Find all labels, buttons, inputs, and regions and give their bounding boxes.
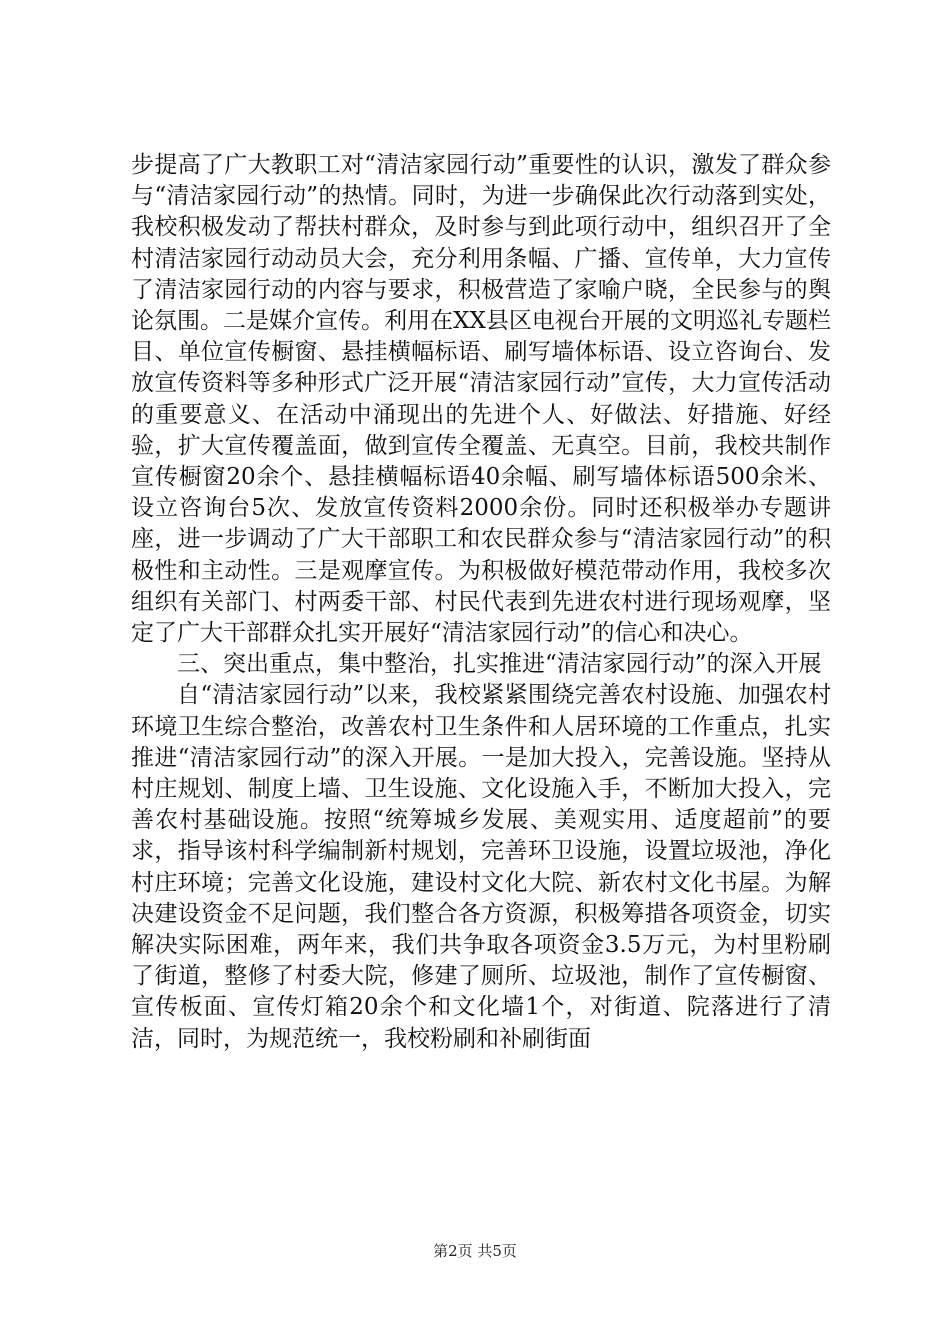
paragraph-publicity-continued: 步提高了广大教职工对“清洁家园行动”重要性的认识，激发了群众参与“清洁家园行动”的热情。同时，为进一步确保此次行动落到实处，我校积极发动了帮扶村群众，及时参与到此项行动中，组织召开了全村清洁家园行动动员大会，充分利用条幅、广播、宣传单，大力宣传了清洁家园行动的内容与要求，积极营造了家喻户晓，全民参与的舆论氛围。二是媒介宣传。利用在XX县区电视台开展的文明巡礼专题栏目、单位宣传橱窗、悬挂横幅标语、刷写墙体标语、设立咨询台、发放宣传资料等多种形式广泛开展“清洁家园行动”宣传，大力宣传活动的重要意义、在活动中涌现出的先进个人、好做法、好措施、好经验，扩大宣传覆盖面，做到宣传全覆盖、无真空。目前，我校共制作宣传橱窗20余个、悬挂横幅标语40余幅、刷写墙体标语500余米、设立咨询台5次、发放宣传资料2000余份。同时还积极举办专题讲座，进一步调动了广大干部职工和农民群众参与“清洁家园行动”的积极性和主动性。三是观摩宣传。为积极做好模范带动作用，我校多次组织有关部门、村两委干部、村民代表到先进农村进行现场观摩，坚定了广大干部群众扎实开展好“清洁家园行动”的信心和决心。 bbox=[131, 152, 831, 647]
page-number-footer: 第2页 共5页 bbox=[433, 1242, 517, 1260]
paragraph-key-rectification: 自“清洁家园行动”以来，我校紧紧围绕完善农村设施、加强农村环境卫生综合整治，改善农村卫生条件和人居环境的工作重点，扎实推进“清洁家园行动”的深入开展。一是加大投入，完善设施。坚持从村庄规划、制度上墙、卫生设施、文化设施入手，不断加大投入，完善农村基础设施。按照“统筹城乡发展、美观实用、适度超前”的要求，指导该村科学编制新村规划，完善环卫设施，设置垃圾池，净化村庄环境；完善文化设施，建设村文化大院、新农村文化书屋。为解决建设资金不足问题，我们整合各方资源，积极筹措各项资金，切实解决实际困难，两年来，我们共争取各项资金3.5万元，为村里粉刷了街道，整修了村委大院，修建了厕所、垃圾池，制作了宣传橱窗、宣传板面、宣传灯箱20余个和文化墙1个，对街道、院落进行了清洁，同时，为规范统一，我校粉刷和补刷街面 bbox=[131, 682, 831, 1052]
document-body bbox=[131, 150, 831, 1055]
section-heading-three: 三、突出重点，集中整治，扎实推进“清洁家园行动”的深入开展 bbox=[177, 651, 822, 678]
